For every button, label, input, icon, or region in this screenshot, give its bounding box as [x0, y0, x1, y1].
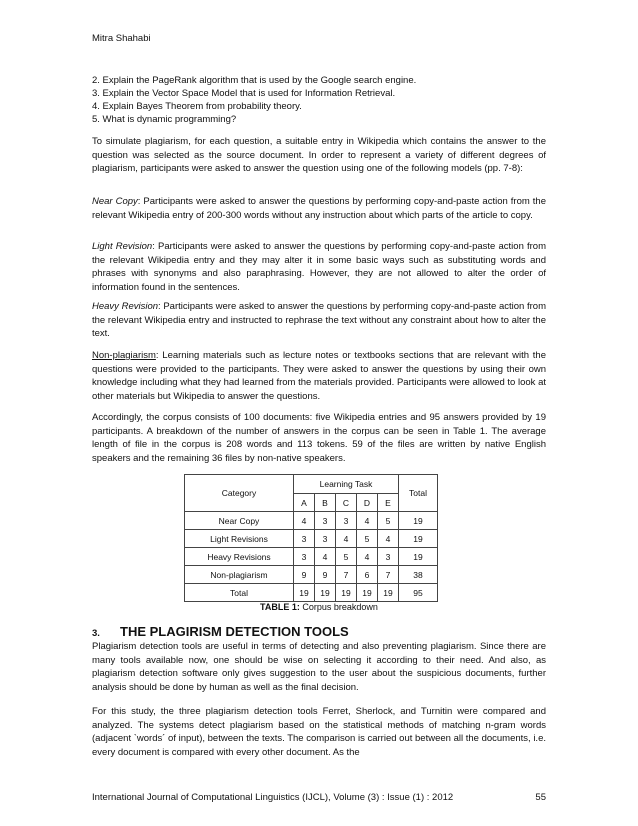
cell: 9 — [315, 566, 336, 584]
section-title: THE PLAGIRISM DETECTION TOOLS — [120, 624, 349, 639]
row-total: 19 — [399, 530, 438, 548]
header-task: A — [294, 494, 315, 512]
cell: 4 — [294, 512, 315, 530]
table-row — [185, 512, 438, 530]
section-number: 3. — [92, 628, 100, 639]
header-task: D — [357, 494, 378, 512]
cell: 3 — [315, 512, 336, 530]
table-row — [185, 530, 438, 548]
table-row — [185, 548, 438, 566]
question-item: 3. Explain the Vector Space Model that is used for Information Retrieval. — [92, 88, 396, 99]
footer-journal: International Journal of Computational Linguistics (IJCL), Volume (3) : Issue (1) : 2012 — [92, 792, 454, 803]
header-learning-task: Learning Task — [294, 475, 399, 494]
question-item: 5. What is dynamic programming? — [92, 114, 237, 125]
page-footer — [92, 792, 546, 803]
row-category: Total — [185, 584, 294, 602]
table-row — [185, 566, 438, 584]
row-category: Light Revisions — [185, 530, 294, 548]
non-plagiarism-text: : Learning materials such as lecture notes or textbooks sections that are relevant with the questions were provided to the participants. They were asked to answer the questions by using their own knowledge including what they had learned from the materials provided. Participants were allowed to look at other materials but Wikipedia to answer the questions. — [92, 350, 546, 402]
term-light-revision: Light Revision — [92, 241, 153, 252]
cell: 4 — [378, 530, 399, 548]
row-total: 95 — [399, 584, 438, 602]
paragraph-intro: To simulate plagiarism, for each question, a suitable entry in Wikipedia which contains the answer to the question was selected as the source document. In order to represent a variety of different degrees of plagiarism, participants were asked to answer the question using one of the following models (pp. 7-8): — [92, 136, 546, 174]
paragraph-light-revision — [92, 240, 546, 294]
table-row — [185, 584, 438, 602]
cell: 6 — [357, 566, 378, 584]
cell: 3 — [315, 530, 336, 548]
cell: 3 — [336, 512, 357, 530]
cell: 19 — [294, 584, 315, 602]
header-total: Total — [399, 475, 438, 512]
cell: 5 — [357, 530, 378, 548]
question-list — [92, 74, 546, 126]
page-number: 55 — [535, 792, 546, 803]
row-total: 19 — [399, 512, 438, 530]
cell: 5 — [336, 548, 357, 566]
header-task: B — [315, 494, 336, 512]
running-header-author: Mitra Shahabi — [92, 33, 151, 44]
near-copy-text: : Participants were asked to answer the questions by performing copy-and-paste action from the relevant Wikipedia entry of 200-300 words without any instruction about which parts of the article to copy. — [92, 196, 546, 221]
light-revision-text: : Participants were asked to answer the questions by performing copy-and-paste action from the relevant Wikipedia entry and they may alter it in some basic ways such as substituting words and phrases with synonyms and also paraphrasing. However, they are not allowed to alter the order of information found in the sentences. — [92, 241, 547, 293]
cell: 19 — [336, 584, 357, 602]
cell: 3 — [294, 530, 315, 548]
heavy-revision-text: : Participants were asked to answer the questions by performing copy-and-paste action from the relevant Wikipedia entry and instructed to rephrase the text without any constraint about how to alter the text. — [92, 301, 546, 339]
cell: 19 — [357, 584, 378, 602]
row-category: Near Copy — [185, 512, 294, 530]
header-task: C — [336, 494, 357, 512]
term-heavy-revision: Heavy Revision — [92, 301, 159, 312]
term-near-copy: Near Copy — [92, 196, 138, 207]
table-caption — [0, 602, 638, 612]
cell: 9 — [294, 566, 315, 584]
row-total: 38 — [399, 566, 438, 584]
caption-label: TABLE 1: — [260, 602, 300, 612]
cell: 3 — [378, 548, 399, 566]
section-heading — [92, 624, 349, 639]
corpus-table — [184, 474, 438, 602]
caption-text: Corpus breakdown — [299, 602, 378, 612]
cell: 4 — [357, 548, 378, 566]
cell: 5 — [378, 512, 399, 530]
cell: 19 — [315, 584, 336, 602]
cell: 19 — [378, 584, 399, 602]
cell: 4 — [315, 548, 336, 566]
question-item: 2. Explain the PageRank algorithm that is used by the Google search engine. — [92, 75, 417, 86]
cell: 3 — [294, 548, 315, 566]
row-total: 19 — [399, 548, 438, 566]
paragraph-section-2: For this study, the three plagiarism detection tools Ferret, Sherlock, and Turnitin were compared and analyzed. The systems detect plagiarism based on the statistical methods of matching n-gram words (adjacent `words´ of input), between the texts. The comparison is carried out between all the documents, i.e. every document is compared with every other document. As the — [92, 706, 546, 758]
question-item: 4. Explain Bayes Theorem from probability theory. — [92, 101, 302, 112]
term-non-plagiarism: Non-plagiarism — [92, 350, 156, 361]
row-category: Heavy Revisions — [185, 548, 294, 566]
header-category: Category — [185, 475, 294, 512]
paragraph-near-copy — [92, 195, 546, 222]
cell: 4 — [357, 512, 378, 530]
paragraph-section-1: Plagiarism detection tools are useful in terms of detecting and also preventing plagiarism. Since there are many tools available now, one should be wise on selecting it according to their need. And also, as plagiarism detection software only gives suggestion to the user about the suspicious documents, further analysis should be done by human as well as the final decision. — [92, 641, 546, 693]
cell: 7 — [378, 566, 399, 584]
paragraph-corpus: Accordingly, the corpus consists of 100 documents: five Wikipedia entries and 95 answers provided by 19 participants. A breakdown of the number of answers in the corpus can be seen in Table 1. The average length of file in the corpus is 208 words and 113 tokens. 59 of the files are written by native English speakers and the remaining 36 files by non-native speakers. — [92, 412, 546, 464]
cell: 4 — [336, 530, 357, 548]
row-category: Non-plagiarism — [185, 566, 294, 584]
paragraph-heavy-revision — [92, 300, 546, 341]
paragraph-non-plagiarism — [92, 349, 546, 403]
header-task: E — [378, 494, 399, 512]
cell: 7 — [336, 566, 357, 584]
